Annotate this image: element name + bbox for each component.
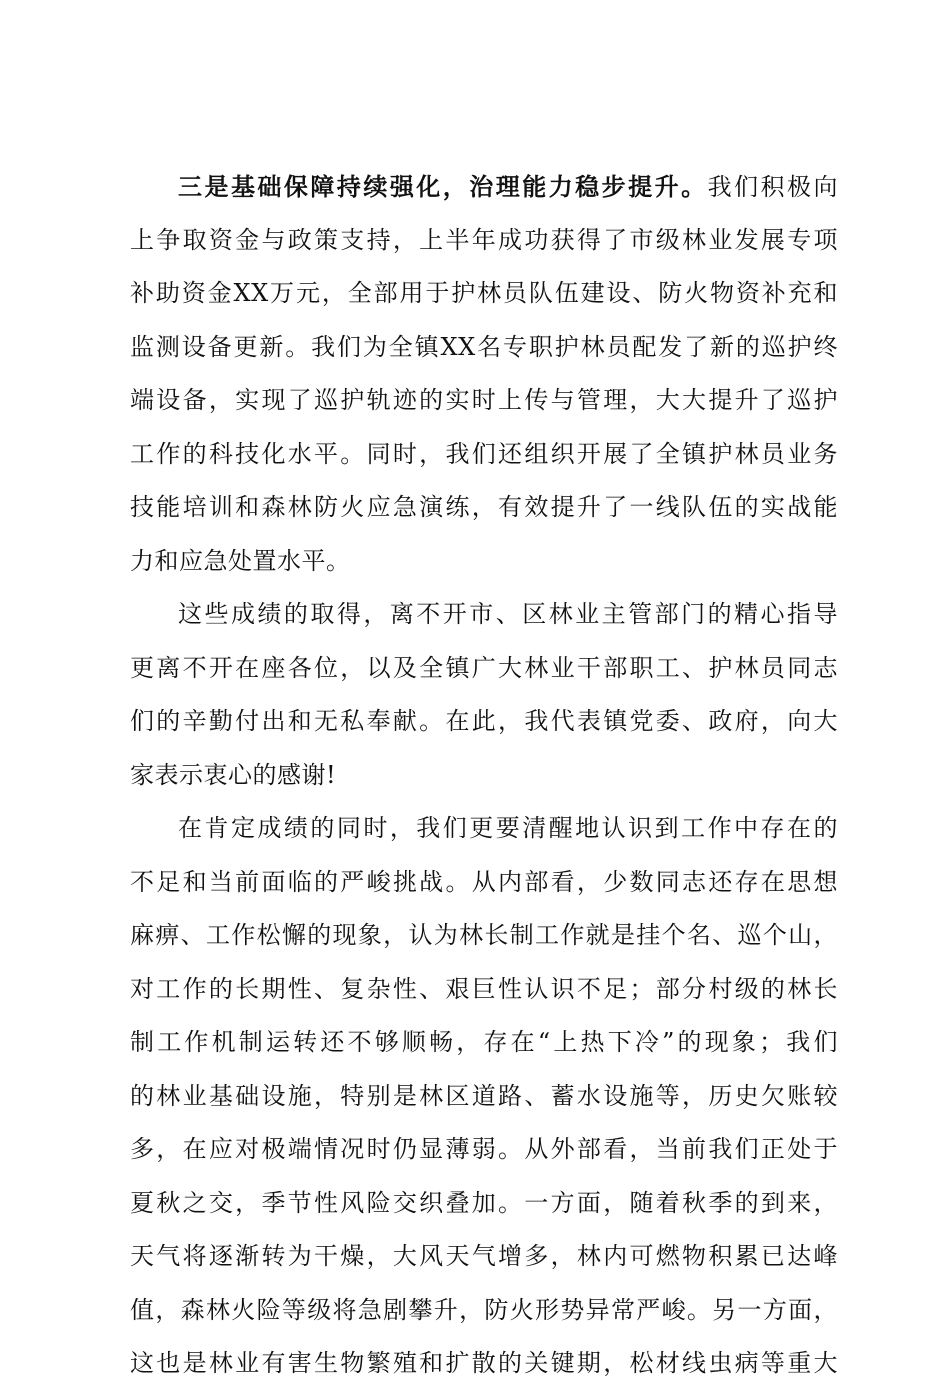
paragraph-2-line-1: 这些成绩的取得，离不开市、区林业主管部门的精心指导 <box>178 600 838 628</box>
paragraph-3-line-1: 在肯定成绩的同时，我们更要清醒地认识到工作中存在的 <box>178 814 838 842</box>
paragraph-2-line-4: 家表示衷心的感谢! <box>130 760 337 789</box>
paragraph-3-line-2: 不足和当前面临的严峻挑战。从内部看，少数同志还存在思想 <box>130 867 838 896</box>
paragraph-1-line-4: 监测设备更新。我们为全镇XX名专职护林员配发了新的巡护终 <box>130 332 838 361</box>
paragraph-3-line-8: 夏秋之交，季节性风险交织叠加。一方面，随着秋季的到来， <box>130 1188 838 1217</box>
paragraph-3-line-4: 对工作的长期性、复杂性、艰巨性认识不足；部分村级的林长 <box>130 974 838 1003</box>
paragraph-1-line-2: 上争取资金与政策支持，上半年成功获得了市级林业发展专项 <box>130 225 838 254</box>
document-body <box>130 160 838 1391</box>
paragraph-3-line-5: 制工作机制运转还不够顺畅，存在“上热下冷”的现象；我们 <box>130 1028 838 1056</box>
paragraph-1-line-1-text: 我们积极向 <box>707 173 839 201</box>
paragraph-3-line-3: 麻痹、工作松懈的现象，认为林长制工作就是挂个名、巡个山， <box>130 921 838 949</box>
paragraph-1-line-6: 工作的科技化水平。同时，我们还组织开展了全镇护林员业务 <box>130 439 838 468</box>
paragraph-3-line-6: 的林业基础设施，特别是林区道路、蓄水设施等，历史欠账较 <box>130 1081 838 1110</box>
paragraph-3-line-10: 值，森林火险等级将急剧攀升，防火形势异常严峻。另一方面， <box>130 1295 838 1324</box>
paragraph-1-line-7: 技能培训和森林防火应急演练，有效提升了一线队伍的实战能 <box>130 493 838 521</box>
paragraph-3-line-11: 这也是林业有害生物繁殖和扩散的关键期，松材线虫病等重大 <box>130 1349 838 1377</box>
paragraph-1-line-1 <box>130 160 838 214</box>
paragraph-1-line-5: 端设备，实现了巡护轨迹的实时上传与管理，大大提升了巡护 <box>130 386 838 414</box>
paragraph-1-line-3: 补助资金XX万元，全部用于护林员队伍建设、防火物资补充和 <box>130 279 838 307</box>
paragraph-1-line-8: 力和应急处置水平。 <box>130 546 351 575</box>
paragraph-3-line-7: 多，在应对极端情况时仍显薄弱。从外部看，当前我们正处于 <box>130 1135 838 1163</box>
paragraph-2-line-3: 们的辛勤付出和无私奉献。在此，我代表镇党委、政府，向大 <box>130 707 838 735</box>
paragraph-2-line-2: 更离不开在座各位，以及全镇广大林业干部职工、护林员同志 <box>130 653 838 682</box>
paragraph-1-lead: 三是基础保障持续强化，治理能力稳步提升。 <box>178 172 708 201</box>
paragraph-3-line-9: 天气将逐渐转为干燥，大风天气增多，林内可燃物积累已达峰 <box>130 1242 838 1270</box>
